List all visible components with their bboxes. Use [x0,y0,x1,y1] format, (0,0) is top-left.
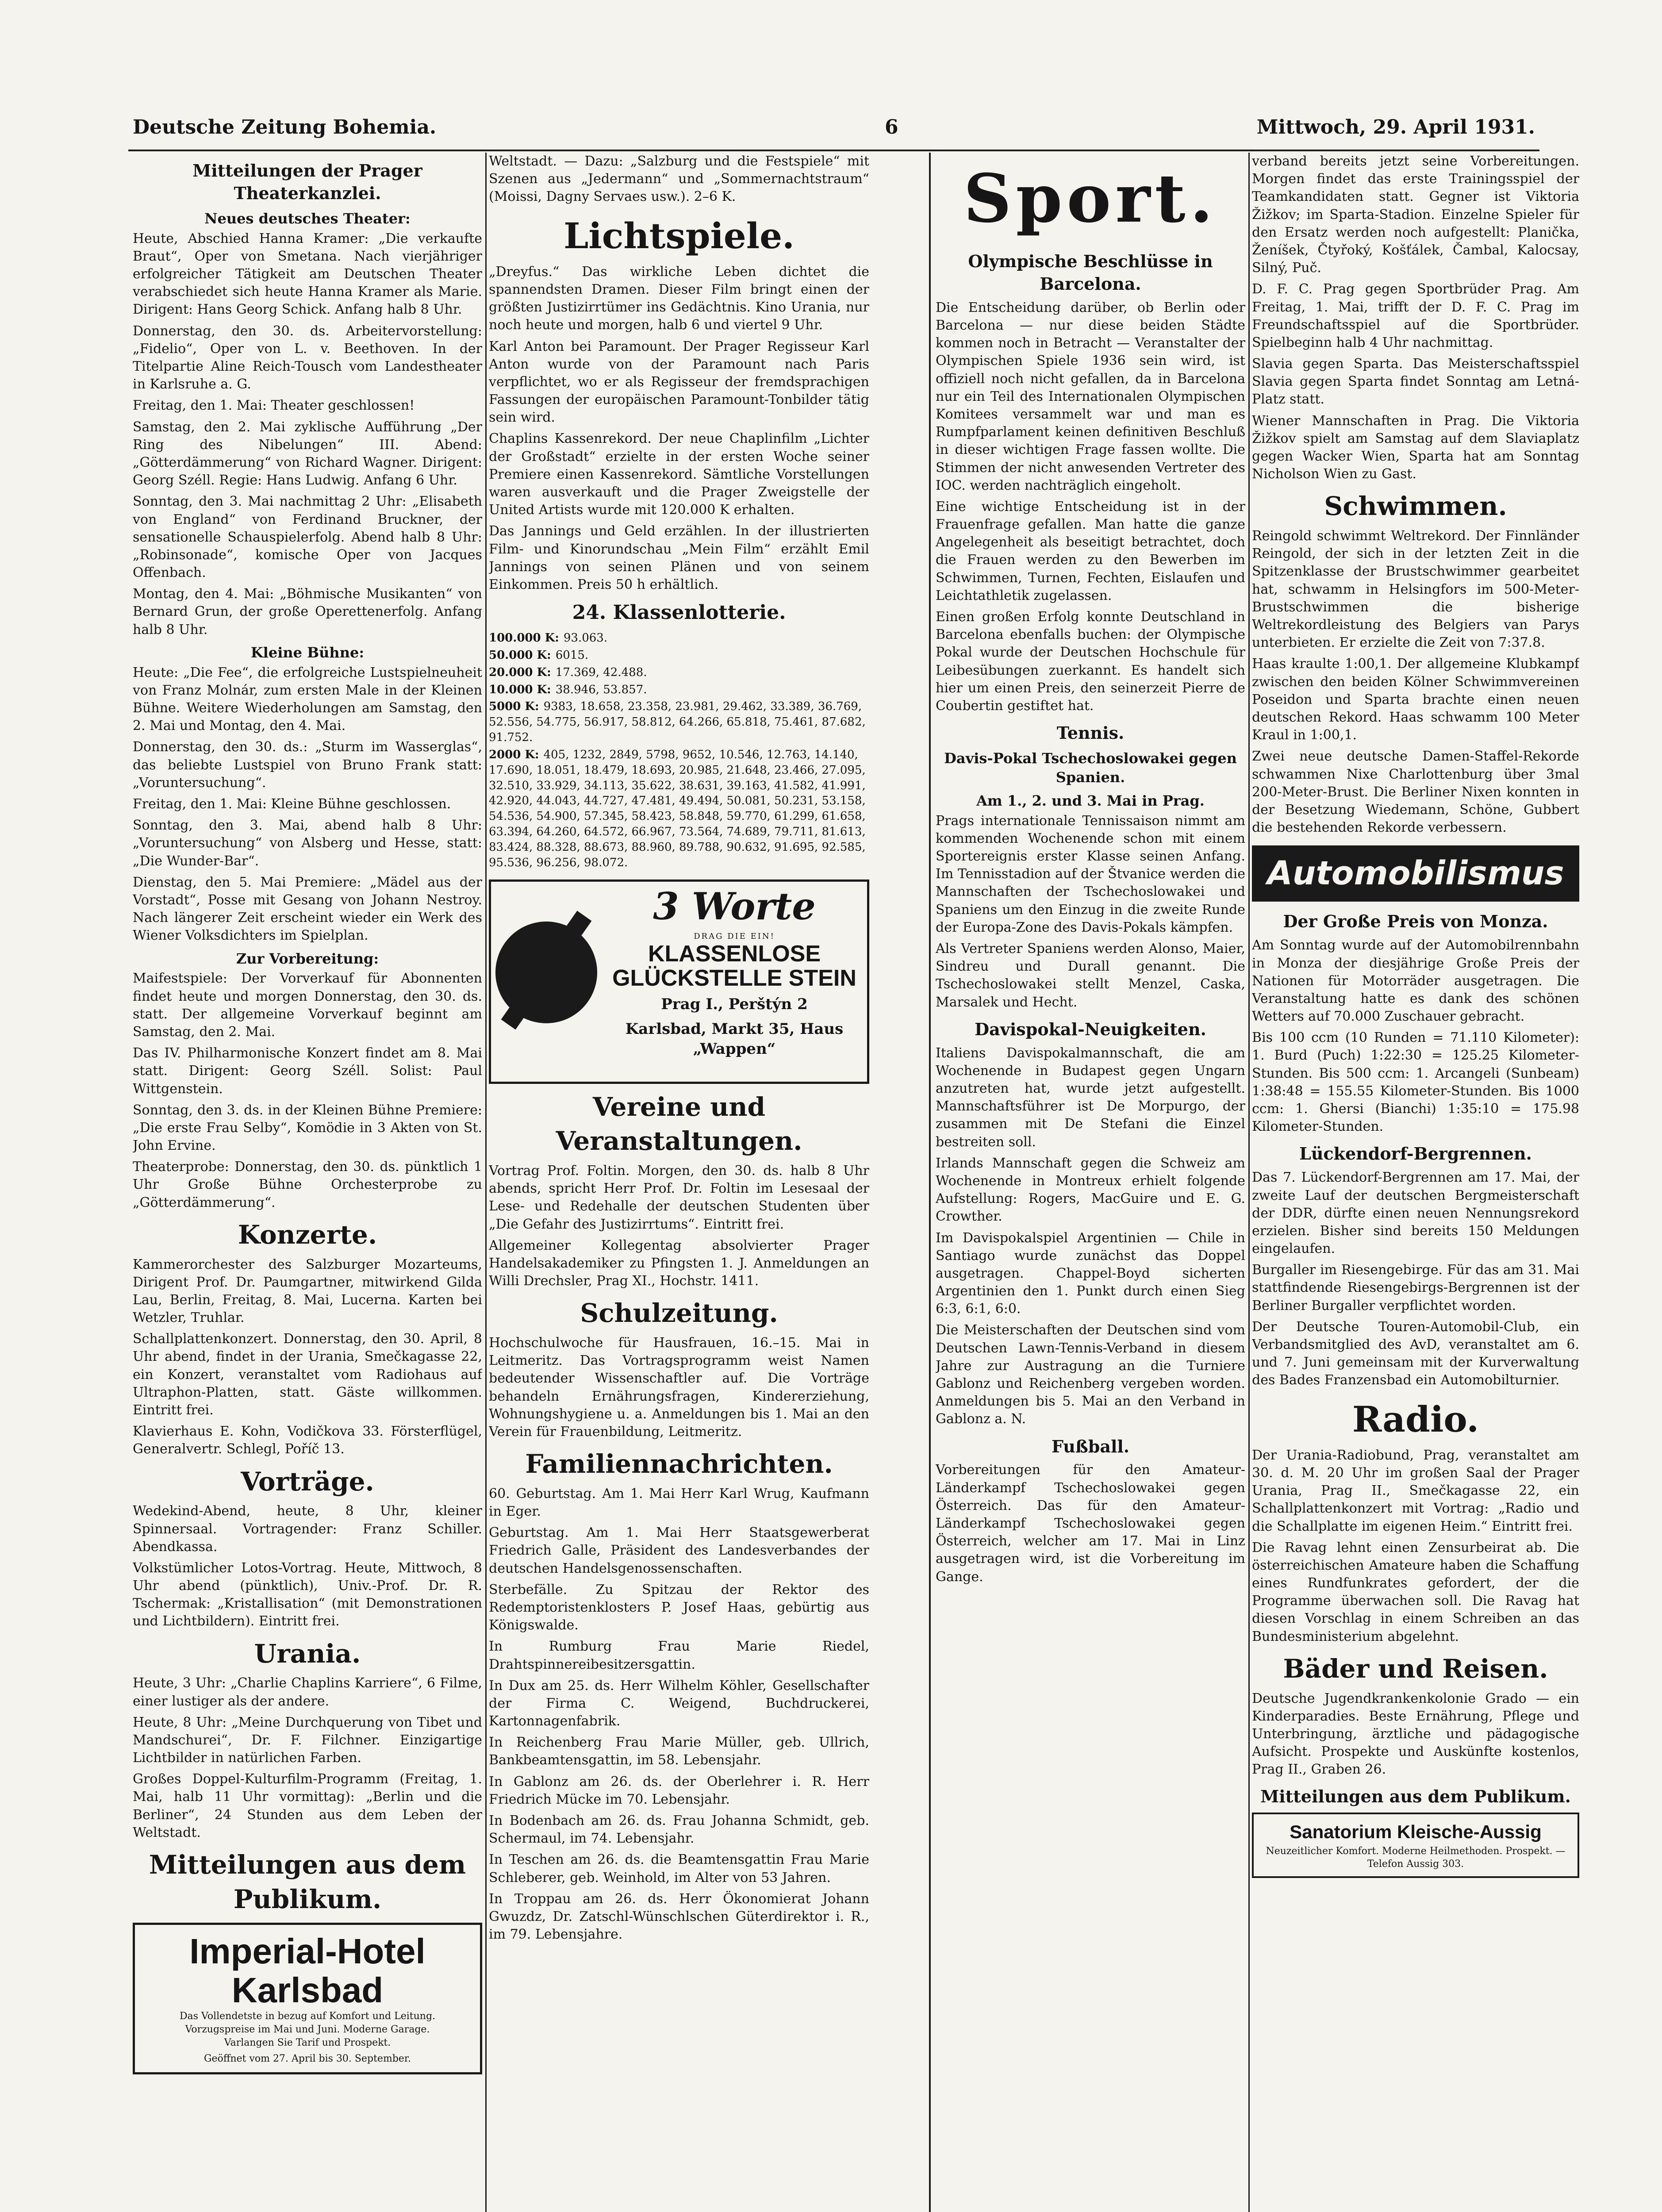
article-paragraph: Kammerorchester des Salzburger Mozarteums, Dirigent Prof. Dr. Paumgartner, mitwirkend Gilda Lau, Berlin, Freitag, 8. Mai, Lucerna. Karten bei Wetzler, Truhlar. [133,1256,482,1326]
article-paragraph: Heute, 3 Uhr: „Charlie Chaplins Karriere“, 6 Filme, einer lustiger als der andere. [133,1675,482,1709]
vortraege-heading: Vorträge. [241,1466,374,1497]
ad-title: Sanatorium Kleische-Aussig [1290,1821,1542,1843]
article-paragraph: Die Meisterschaften der Deutschen sind vom Deutschen Lawn-Tennis-Verband in diesem Jahre zur Austragung an die Turniere Gablonz und Reichenberg vergeben worden. Anmeldungen bis 5. Mai an den Verband in Gablonz a. N. [936,1322,1245,1427]
mitteilungen-heading: Mitteilungen aus dem Publikum. [1260,1786,1571,1807]
article-paragraph: Freitag, den 1. Mai: Kleine Bühne geschlossen. [133,796,451,812]
prize-amount: 2000 K: [489,748,539,761]
article-paragraph: Geburtstag. Am 1. Mai Herr Staatsgewerberat Friedrich Galle, Präsident des Landesverbandes der deutschen Handelsgenossenschaften. [489,1525,869,1576]
familiennachrichten-heading: Familiennachrichten. [525,1449,833,1479]
prize-amount: 10.000 K: [489,683,551,696]
kleine-buehne-subheading: Kleine Bühne: [250,644,365,661]
article-paragraph: Im Davispokalspiel Argentinien — Chile in Santiago wurde zunächst das Doppel ausgetragen. Chappel-Boyd sicherten Argentinien den 1. Punkt durch einen Sieg 6:3, 6:1, 6:0. [936,1230,1245,1317]
article-paragraph: Einen großen Erfolg konnte Deutschland in Barcelona ebenfalls buchen: der Olympische Pokal wurde der Deutschen Hochschule für Leibesübungen zuerkannt. Es handelt sich hier um einen Preis, den seinerzeit Pierre de Coubertin gestiftet hat. [936,609,1245,714]
article-paragraph: Samstag, den 2. Mai zyklische Aufführung „Der Ring des Nibelungen“ III. Abend: „Götterdämmerung“ von Richard Wagner. Dirigent: Georg Széll. Regie: Hans Ludwig. Anfang 6 Uhr. [133,419,482,488]
lichtspiele-heading: Lichtspiele. [564,215,795,257]
prize-amount: 100.000 K: [489,631,559,645]
article-paragraph: Sonntag, den 3. Mai, abend halb 8 Uhr: „Voruntersuchung“ von Alsberg und Hesse, statt: „Die Wunder-Bar“. [133,818,482,869]
article-paragraph: Heute, Abschied Hanna Kramer: „Die verkaufte Braut“, Oper von Smetana. Nach vierjähriger erfolgreicher Tätigkeit am Deutschen Theater verabschiedet sich heute Hanna Kramer als Marie. Dirigent: Hans Georg Schick. Anfang halb 8 Uhr. [133,230,482,318]
article-paragraph: 60. Geburtstag. Am 1. Mai Herr Karl Wrug, Kaufmann in Eger. [489,1486,869,1519]
article-paragraph: Montag, den 4. Mai: „Böhmische Musikanten“ von Bernard Grun, der große Operettenerfolg. Anfang halb 8 Uhr. [133,586,482,637]
article-paragraph: Großes Doppel-Kulturfilm-Programm (Freitag, 1. Mai, halb 11 Uhr vormittag): „Berlin und die Berliner“, 24 Stunden aus dem Leben der Weltstadt. [133,1771,482,1840]
article-paragraph: Sonntag, den 3. Mai nachmittag 2 Uhr: „Elisabeth von England“ von Ferdinand Bruckner, der sensationelle Schauspielerfolg. Abend halb 8 Uhr: „Robinsonade“, komische Oper von Jacques Offenbach. [133,494,482,581]
article-paragraph: Dienstag, den 5. Mai Premiere: „Mädel aus der Vorstadt“, Posse mit Gesang von Johann Nestroy. Nach längerer Zeit erscheint wieder ein Werk des Wiener Volksdichters im Spielplan. [133,874,482,944]
schwimmen-heading: Schwimmen. [1324,491,1507,522]
article-paragraph: Deutsche Jugendkrankenkolonie Grado — ein Kinderparadies. Beste Ernährung, Pflege und Unterbringung, ärztliche und pädagogische Aufsicht. Prospekte und Auskünfte kostenlos, Prag II., Graben 26. [1252,1690,1579,1778]
article-paragraph: Klavierhaus E. Kohn, Vodičkova 33. Försterflügel, Generalvertr. Schlegl, Poříč 13. [133,1424,482,1457]
urania-heading: Urania. [254,1638,361,1669]
article-paragraph: Die Entscheidung darüber, ob Berlin oder Barcelona — nur diese beiden Städte kommen noch in Betracht — Veranstalter der Olympischen Spiele 1936 sein wird, ist offiziell noch nicht gefallen, da in Barcelona nur ein Teil des Internationalen Olympischen Komitees versammelt war und man es Rumpfparlament keinen definitiven Beschluß in dieser wichtigen Frage fassen wollte. Die Stimmen der nicht anwesenden Vertreter des IOC. werden nachträglich eingeholt. [936,300,1245,493]
prize-amount: 5000 K: [489,700,539,714]
davis-cup-subheading: Davis-Pokal Tschechoslowakei gegen Spanien. [944,750,1237,786]
article-paragraph: Wedekind-Abend, heute, 8 Uhr, kleiner Spinnersaal. Vortragender: Franz Schiller. Abendkassa. [133,1503,482,1555]
article-paragraph: Slavia gegen Sparta. Das Meisterschaftsspiel Slavia gegen Sparta findet Sonntag am Letná-Platz statt. [1252,356,1579,407]
article-paragraph: Donnerstag, den 30. ds.: „Sturm im Wasserglas“, das beliebte Lustspiel von Bruno Frank statt: „Voruntersuchung“. [133,739,482,791]
article-paragraph: Vorbereitungen für den Amateur-Länderkampf Tschechoslowakei gegen Österreich. Das für den Amateur-Länderkampf Tschechoslowakei gegen Österreich, welcher am 17. Mai in Linz ausgetragen wird, ist die Vorbereitung im Gange. [936,1462,1245,1585]
column-divider [485,153,487,2212]
article-paragraph: Prags internationale Tennissaison nimmt am kommenden Wochenende schon mit einem Sportereignis erster Klasse seinen Anfang. Im Tennisstadion auf der Štvanice werden die Mannschaften der Tschechoslowakei und Spaniens um den Einzug in die zweite Runde der Europa-Zone des Davis-Pokals kämpfen. [936,813,1245,935]
vereine-heading: Vereine und Veranstaltungen. [556,1091,802,1156]
konzerte-heading: Konzerte. [238,1219,377,1250]
article-paragraph: Vortrag Prof. Foltin. Morgen, den 30. ds. halb 8 Uhr abends, spricht Herr Prof. Dr. Foltin im Lesesaal der Lese- und Redehalle der deutschen Studenten über „Die Gefahr des Justizirrtums“. Eintritt frei. [489,1163,869,1232]
winning-numbers: 405, 1232, 2849, 5798, 9652, 10.546, 12.763, 14.140, 17.690, 18.051, 18.479, 18.693, 20.985, 21.648, 23.466, 27.095, 32.510, 33.929, 34.113, 35.622, 38.631, 39.163, 41.582, 41.991, 42.920, 44.043, 44.727, 47.481, 49.494, 50.081, 50.231, 53.158, 54.536, 54.900, 57.345, 58.423, 58.848, 59.770, 61.299, 61.658, 63.394, 64.260, 64.572, 66.967, 73.564, 74.689, 79.711, 81.613, 83.424, 88.328, 88.673, 88.960, 89.788, 90.632, 91.695, 92.585, 95.536, 96.256, 98.072. [489,748,866,869]
article-paragraph: Allgemeiner Kollegentag absolvierter Prager Handelsakademiker zu Pfingsten 1. J. Anmeldungen an Willi Drechsler, Prag XI., Hochstr. 1411. [489,1237,869,1289]
article-paragraph: Donnerstag, den 30. ds. Arbeitervorstellung: „Fidelio“, Oper von L. v. Beethoven. In der Titelpartie Aline Reich-Tousch vom Landestheater in Karlsruhe a. G. [133,323,482,392]
fussball-heading: Fußball. [1051,1436,1130,1456]
automobilismus-heading: Automobilismus [1252,845,1579,902]
winning-numbers: 9383, 18.658, 23.358, 23.981, 29.462, 33.389, 36.769, 52.556, 54.775, 56.917, 58.812, 64.266, 65.818, 75.461, 87.682, 91.752. [489,700,866,745]
davis-cup-dates: Am 1., 2. und 3. Mai in Prag. [976,792,1205,809]
article-paragraph: Italiens Davispokalmannschaft, die am Wochenende in Budapest gegen Ungarn anzutreten hat, wurde jetzt aufgestellt. Mannschaftsführer ist De Morpurgo, der zusammen mit De Stefani die Einzel bestreiten soll. [936,1045,1245,1150]
winning-numbers: 17.369, 42.488. [555,665,647,679]
schulzeitung-heading: Schulzeitung. [580,1298,778,1329]
ad-text: Geöffnet vom 27. April bis 30. September. [203,2053,411,2064]
lotterie-row [489,747,869,871]
article-paragraph: In Teschen am 26. ds. die Beamtensgattin Frau Marie Schleberer, geb. Weinhold, im Alter von 53 Jahren. [489,1852,869,1886]
ad-address: Prag I., Perštýn 2 [661,995,808,1014]
article-paragraph: Das Jannings und Geld erzählen. In der illustrierten Film- und Kinorundschau „Mein Film“ erzählt Emil Jannings von seinen Plänen und von seinem Einkommen. Preis 50 h erhältlich. [489,523,869,592]
column-film [489,153,869,2212]
ad-text: Vorzugspreise im Mai und Juni. Moderne Garage. [185,2024,430,2035]
olympia-heading: Olympische Beschlüsse in Barcelona. [968,251,1213,294]
monza-heading: Der Große Preis von Monza. [1283,911,1548,932]
article-paragraph: Am Sonntag wurde auf der Automobilrennbahn in Monza der diesjährige Große Preis der Nationen für Motorräder ausgetragen. Die Veranstaltung hatte es dank des schönen Wetters auf 70.000 Zuschauer gebracht. [1252,937,1579,1025]
article-paragraph: Die Ravag lehnt einen Zensurbeirat ab. Die österreichischen Amateure haben die Schaffung eines Rundfunkrates gefordert, der die Programme überwachen soll. Die Ravag hat diesen Vorschlag in einem Schreiben an das Bundesministerium abgelehnt. [1252,1540,1579,1644]
article-paragraph: In Dux am 25. ds. Herr Wilhelm Köhler, Gesellschafter der Firma C. Weigend, Buchdruckerei, Kartonnagenfabrik. [489,1678,869,1729]
ad-slogan: 3 Worte [653,884,816,928]
ad-title: Imperial-Hotel Karlsbad [189,1932,426,2010]
prize-amount: 20.000 K: [489,665,551,679]
article-paragraph: In Reichenberg Frau Marie Müller, geb. Ullrich, Bankbeamtensgattin, im 58. Lebensjahr. [489,1735,869,1768]
lotterie-row [489,648,869,663]
lottery-figure-icon [495,922,597,1023]
article-paragraph: Karl Anton bei Paramount. Der Prager Regisseur Karl Anton wurde von der Paramount nach Paris verpflichtet, wo er als Regisseur der fremdsprachigen Fassungen der europäischen Paramount-Tonbilder tätig sein wird. [489,338,869,426]
article-paragraph: Sonntag, den 3. ds. in der Kleinen Bühne Premiere: „Die erste Frau Selby“, Komödie in 3 Akten von St. John Ervine. [133,1102,482,1154]
article-paragraph: Maifestspiele: Der Vorverkauf für Abonnenten findet heute und morgen Donnerstag, den 30. ds. statt. Der allgemeine Vorverkauf beginnt am Samstag, den 2. Mai. [133,971,482,1040]
article-paragraph: Sterbefälle. Zu Spitzau der Rektor des Redemptoristenklosters P. Josef Haas, gebürtig aus Königswalde. [489,1582,869,1633]
article-paragraph: Bis 100 ccm (10 Runden = 71.110 Kilometer): 1. Burd (Puch) 1:22:30 = 125.25 Kilometer-Stunden. Bis 500 ccm: 1. Arcangeli (Sunbeam) 1:38:48 = 155.55 Kilometer-Stunden. Bis 1000 ccm: 1. Ghersi (Bianchi) 1:35:10 = 175.98 Kilometer-Stunden. [1252,1030,1579,1135]
article-paragraph: Chaplins Kassenrekord. Der neue Chaplinfilm „Lichter der Großstadt“ erzielte in der ersten Woche seiner Premiere einen Kassenrekord. Sämtliche Vorstellungen waren ausverkauft und die Prager Zweigstelle der United Artists wurde mit 120.000 K erhalten. [489,431,869,518]
lotterie-row [489,665,869,680]
newspaper-title: Deutsche Zeitung Bohemia. [133,116,437,138]
article-paragraph: Reingold schwimmt Weltrekord. Der Finnländer Reingold, der sich in der letzten Zeit in die Spitzenklasse der Brustschwimmer gearbeitet hat, schwamm in Helsingfors im 500-Meter-Brustschwimmen die bisherige Weltrekordleistung des Belgiers van Parys unterbieten. Er erzielte die Zeit von 7:37.8. [1252,528,1579,651]
column-divider [929,153,931,2212]
ad-address: Karlsbad, Markt 35, Haus „Wappen“ [625,1020,844,1058]
page-number: 6 [885,116,898,138]
column-sport [936,153,1245,2212]
ad-text: Neuzeitlicher Komfort. Moderne Heilmethoden. Prospekt. — Telefon Aussig 303. [1266,1845,1566,1870]
article-paragraph: Weltstadt. — Dazu: „Salzburg und die Festspiele“ mit Szenen aus „Jedermann“ und „Sommernachtstraum“ (Moissi, Dagny Servaes usw.). 2–6 K. [489,154,869,205]
neues-theater-subheading: Neues deutsches Theater: [204,210,411,227]
radio-heading: Radio. [1352,1398,1479,1440]
article-paragraph: Burgaller im Riesengebirge. Für das am 31. Mai stattfindende Riesengebirgs-Bergrennen ist der Berliner Burgaller verpflichtet worden. [1252,1262,1579,1313]
article-paragraph: Heute, 8 Uhr: „Meine Durchquerung von Tibet und Mandschurei“, Dr. F. Filchner. Einzigartige Lichtbilder in natürlichen Farben. [133,1714,482,1766]
ad-text: Das Vollendetste in bezug auf Komfort und Leitung. [179,2011,436,2022]
column-misc [1252,153,1579,2212]
winning-numbers: 38.946, 53.857. [555,683,647,696]
ad-text: Varlangen Sie Tarif und Prospekt. [224,2037,391,2048]
theater-heading: Mitteilungen der Prager Theaterkanzlei. [192,161,422,203]
article-paragraph: In Troppau am 26. ds. Herr Ökonomierat Johann Gwuzdz, Dr. Zatschl-Wünschlschen Güterdirektor i. R., im 79. Lebensjahre. [489,1891,869,1943]
imperial-hotel-ad [133,1923,482,2074]
lotterie-row [489,682,869,698]
article-paragraph: Haas kraulte 1:00,1. Der allgemeine Klubkampf zwischen den beiden Kölner Schwimmvereinen Poseidon und Sparta brachte einen neuen deutschen Rekord. Haas schwamm 100 Meter Kraul in 1:00,1. [1252,656,1579,743]
article-paragraph: verband bereits jetzt seine Vorbereitungen. Morgen findet das erste Trainingsspiel der Teamkandidaten statt. Gegner ist Viktoria Žižkov; im Sparta-Stadion. Einzelne Spieler für den Ersatz werden noch aufgestellt: Planička, Ženíšek, Čtyřoký, Košťálek, Čambal, Kalocsay, Silný, Puč. [1252,154,1579,276]
lueckendorf-heading: Lückendorf-Bergrennen. [1299,1144,1532,1164]
article-paragraph: Volkstümlicher Lotos-Vortrag. Heute, Mittwoch, 8 Uhr abend (pünktlich), Univ.-Prof. Dr. R. Tschermak: „Kristallisation“ (mit Demonstrationen und Lichtbildern). Eintritt frei. [133,1560,482,1629]
article-paragraph: Als Vertreter Spaniens werden Alonso, Maier, Sindreu und Durall genannt. Die Tschechoslowakei stellt Menzel, Caska, Marsalek und Hecht. [936,941,1245,1010]
winning-numbers: 93.063. [563,631,608,645]
article-paragraph: D. F. C. Prag gegen Sportbrüder Prag. Am Freitag, 1. Mai, trifft der D. F. C. Prag im Freundschaftsspiel auf die Sportbrüder. Spielbeginn halb 4 Uhr nachmittag. [1252,281,1579,350]
article-paragraph: Das IV. Philharmonische Konzert findet am 8. Mai statt. Dirigent: Georg Széll. Solist: Paul Wittgenstein. [133,1045,482,1097]
article-paragraph: Der Urania-Radiobund, Prag, veranstaltet am 30. d. M. 20 Uhr im großen Saal der Prager Urania, Prag II., Smečkagasse 22, ein Schallplattenkonzert mit Vortrag: „Radio und die Schallplatte im eigenen Heim.“ Eintritt frei. [1252,1447,1579,1534]
sport-heading: Sport. [963,160,1217,238]
article-paragraph: Theaterprobe: Donnerstag, den 30. ds. pünktlich 1 Uhr Große Bühne Orchesterprobe zu „Götterdämmerung“. [133,1159,482,1210]
lotterie-heading: 24. Klassenlotterie. [572,601,786,624]
winning-numbers: 6015. [555,648,589,662]
article-paragraph: Der Deutsche Touren-Automobil-Club, ein Verbandsmitglied des AvD, veranstaltet am 6. und 7. Juni gemeinsam mit der Kurverwaltung des Bades Franzensbad ein Automobilturnier. [1252,1319,1579,1388]
lotterie-row [489,699,869,745]
article-paragraph: Hochschulwoche für Hausfrauen, 16.–15. Mai in Leitmeritz. Das Vortragsprogramm weist Namen bedeutender Wissenschaftler auf. Die Vorträge behandeln Ernährungsfragen, Kindererziehung, Wohnungshygiene u. a. Anmeldungen bis 1. Mai an den Verein für Frauenbildung, Leitmeritz. [489,1335,869,1440]
article-paragraph: Irlands Mannschaft gegen die Schweiz am Wochenende in Montreux erhielt folgende Aufstellung: Rogers, MacGuire und E. G. Crowther. [936,1155,1245,1225]
article-paragraph: Freitag, den 1. Mai: Theater geschlossen! [133,398,415,414]
prize-amount: 50.000 K: [489,648,551,662]
article-paragraph: Das 7. Lückendorf-Bergrennen am 17. Mai, der zweite Lauf der deutschen Bergmeisterschaft der DDR, dürfte einen neuen Nennungsrekord erzielen. Bisher sind bereits 150 Meldungen eingelaufen. [1252,1170,1579,1257]
page-header [133,116,1535,151]
article-paragraph: In Rumburg Frau Marie Riedel, Drahtspinnereibesitzersgattin. [489,1639,869,1672]
article-paragraph: „Dreyfus.“ Das wirkliche Leben dichtet die spannendsten Dramen. Dieser Film bringt einen der größten Justizirrtümer ins Gedächtnis. Kino Urania, nur noch heute und morgen, halb 6 und viertel 9 Uhr. [489,264,869,333]
lotterie-row [489,630,869,646]
column-theater [133,153,482,2212]
ad-slogan-sub: DRAG DIE EIN! [694,932,775,941]
sanatorium-ad [1252,1813,1579,1878]
article-paragraph: Zwei neue deutsche Damen-Staffel-Rekorde schwammen Nixe Charlottenburg über 3mal 200-Meter-Brust. Die Berliner Nixen konnten in der Besetzung Wiedemann, Schöne, Gubbert die bestehenden Rekorde verbessern. [1252,749,1579,836]
mitteilungen-heading: Mitteilungen aus dem Publikum. [149,1850,466,1914]
vorbereitung-subheading: Zur Vorbereitung: [236,950,379,967]
article-paragraph: Heute: „Die Fee“, die erfolgreiche Lustspielneuheit von Franz Molnár, zum ersten Male in der Kleinen Bühne. Weitere Wiederholungen am Samstag, den 2. Mai und Montag, den 4. Mai. [133,664,482,734]
article-paragraph: In Bodenbach am 26. ds. Frau Johanna Schmidt, geb. Schermaul, im 74. Lebensjahr. [489,1813,869,1847]
davispokal-heading: Davispokal-Neuigkeiten. [975,1019,1206,1039]
article-paragraph: In Gablonz am 26. ds. der Oberlehrer i. R. Herr Friedrich Mücke im 70. Lebensjahr. [489,1774,869,1807]
tennis-heading: Tennis. [1056,723,1125,743]
column-divider [1248,153,1250,2212]
article-paragraph: Wiener Mannschaften in Prag. Die Viktoria Žižkov spielt am Samstag auf dem Slaviaplatz gegen Wacker Wien, Sparta hat am Sonntag Nicholson Wien zu Gast. [1252,413,1579,482]
baeder-heading: Bäder und Reisen. [1283,1653,1548,1684]
stein-lottery-ad [489,879,869,1084]
lotterie-results [489,630,869,870]
issue-date: Mittwoch, 29. April 1931. [1256,116,1535,138]
ad-title: KLASSENLOSE GLÜCKSTELLE STEIN [612,941,856,991]
article-paragraph: Eine wichtige Entscheidung ist in der Frauenfrage gefallen. Man hatte die ganze Angelegenheit als beseitigt betrachtet, doch die Frauen werden zu den Bewerben im Schwimmen, Turnen, Fechten, Eislaufen und Leichtathletik zugelassen. [936,499,1245,603]
article-paragraph: Schallplattenkonzert. Donnerstag, den 30. April, 8 Uhr abend, findet in der Urania, Smečkagasse 22, ein Konzert, veranstaltet vom Radiohaus auf Ultraphon-Platten, statt. Gäste willkommen. Eintritt frei. [133,1331,482,1418]
